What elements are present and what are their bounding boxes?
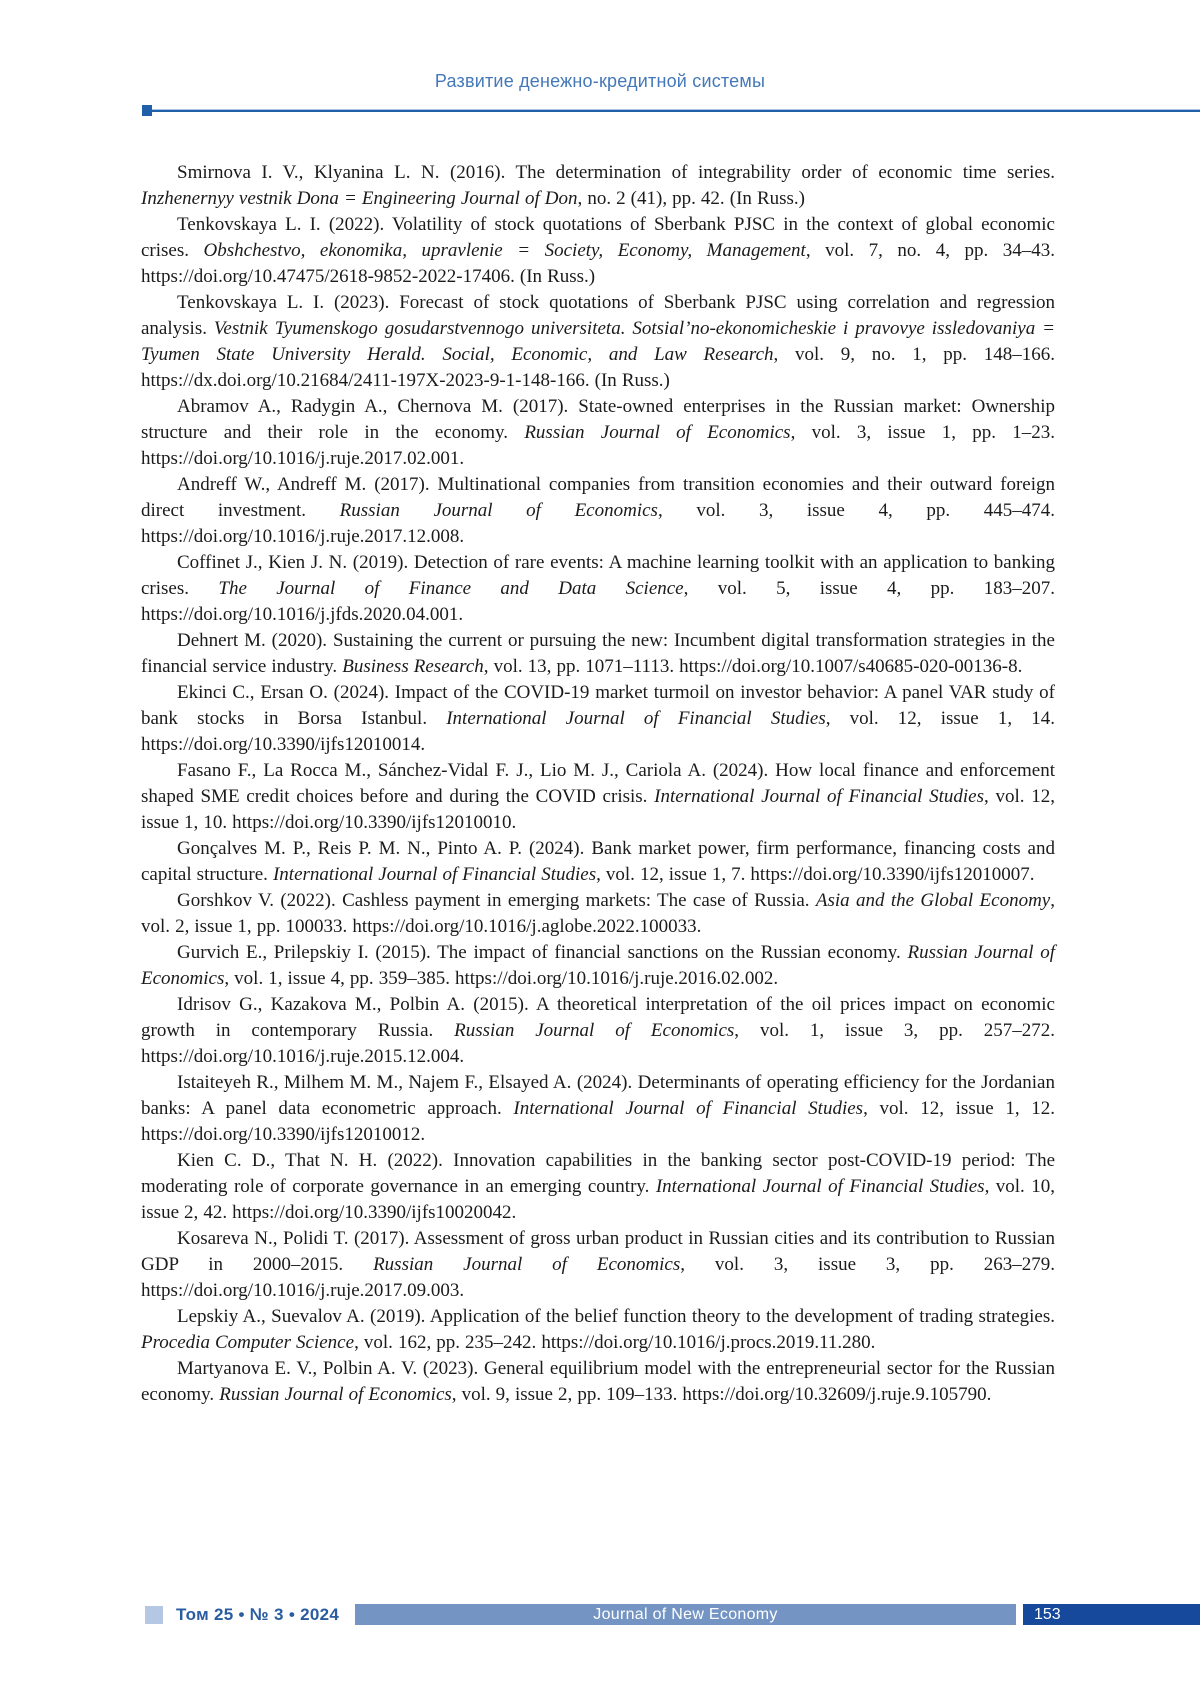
reference-entry: [141, 1304, 1055, 1356]
reference-text-segment: Smirnova I. V., Klyanina L. N. (2016). The determination of integrability order of economic time series.: [177, 162, 1055, 183]
header-rule-square-icon: [142, 105, 152, 116]
reference-entry: [141, 550, 1055, 628]
reference-text-segment: Gonçalves M. P., Reis P. M. N., Pinto A. P. (2024). Bank market power, firm performance, financing costs and capital structure.: [141, 838, 1055, 885]
reference-entry: [141, 992, 1055, 1070]
reference-text-segment: Idrisov G., Kazakova M., Polbin A. (2015). A theoretical interpretation of the oil prices impact on economic growth in contemporary Russia.: [141, 994, 1055, 1041]
reference-text-segment: Fasano F., La Rocca M., Sánchez-Vidal F. J., Lio M. J., Cariola A. (2024). How local finance and enforcement shaped SME credit choices before and during the COVID crisis.: [141, 760, 1055, 807]
reference-entry: [141, 290, 1055, 394]
reference-text-segment: , no. 2 (41), pp. 42. (In Russ.): [577, 188, 805, 209]
reference-text-segment: Istaiteyeh R., Milhem M. M., Najem F., Elsayed A. (2024). Determinants of operating efficiency for the Jordanian banks: A panel data econometric approach.: [141, 1072, 1055, 1119]
reference-text-segment: , vol. 2, issue 1, pp. 100033. https://doi.org/10.1016/j.aglobe.2022.100033.: [141, 890, 1055, 937]
reference-journal-title: The Journal of Finance and Data Science: [218, 578, 684, 599]
reference-entry: [141, 758, 1055, 836]
reference-entry: [141, 1226, 1055, 1304]
footer-square-icon: [145, 1606, 163, 1624]
reference-text-segment: , vol. 12, issue 1, 7. https://doi.org/10.3390/ijfs12010007.: [596, 864, 1035, 885]
reference-text-segment: , vol. 162, pp. 235–242. https://doi.org/10.1016/j.procs.2019.11.280.: [354, 1332, 876, 1353]
reference-entry: [141, 836, 1055, 888]
reference-entry: [141, 472, 1055, 550]
reference-journal-title: Procedia Computer Science: [141, 1332, 355, 1353]
reference-text-segment: , vol. 3, issue 1, pp. 1–23. https://doi.org/10.1016/j.ruje.2017.02.001.: [141, 422, 1055, 469]
running-title: Развитие денежно-кредитной системы: [434, 71, 766, 91]
reference-text-segment: , vol. 13, pp. 1071–1113. https://doi.org/10.1007/s40685-020-00136-8.: [483, 656, 1023, 677]
reference-text-segment: Andreff W., Andreff M. (2017). Multinational companies from transition economies and their outward foreign direct investment.: [141, 474, 1055, 521]
issue-info: Том 25 • № 3 • 2024: [176, 1605, 340, 1624]
reference-journal-title: International Journal of Financial Studies: [654, 786, 984, 807]
page-number-box: [1023, 1604, 1200, 1625]
reference-text-segment: , vol. 12, issue 1, 14. https://doi.org/10.3390/ijfs12010014.: [141, 708, 1055, 755]
reference-text-segment: , vol. 1, issue 4, pp. 359–385. https://doi.org/10.1016/j.ruje.2016.02.002.: [224, 968, 779, 989]
references-list: [141, 160, 1055, 1408]
reference-text-segment: Ekinci C., Ersan O. (2024). Impact of the COVID-19 market turmoil on investor behavior: A panel VAR study of bank stocks in Borsa Istanbul.: [141, 682, 1055, 729]
reference-text-segment: , vol. 7, no. 4, pp. 34–43. https://doi.org/10.47475/2618-9852-2022-17406. (In Russ.): [141, 240, 1055, 287]
reference-entry: [141, 940, 1055, 992]
reference-text-segment: Abramov A., Radygin A., Chernova M. (2017). State-owned enterprises in the Russian market: Ownership structure and their role in the economy.: [141, 396, 1055, 443]
reference-text-segment: , vol. 1, issue 3, pp. 257–272. https://doi.org/10.1016/j.ruje.2015.12.004.: [141, 1020, 1055, 1067]
reference-entry: [141, 394, 1055, 472]
reference-text-segment: Gurvich E., Prilepskiy I. (2015). The impact of financial sanctions on the Russian economy.: [177, 942, 908, 963]
reference-text-segment: , vol. 10, issue 2, 42. https://doi.org/10.3390/ijfs10020042.: [141, 1176, 1055, 1223]
reference-text-segment: , vol. 9, no. 1, pp. 148–166. https://dx.doi.org/10.21684/2411-197X-2023-9-1-148-166. (In Russ.): [141, 344, 1055, 391]
reference-journal-title: Russian Journal of Economics: [524, 422, 791, 443]
reference-journal-title: Inzhenernyy vestnik Dona = Engineering Journal of Don: [141, 188, 578, 209]
journal-name: Journal of New Economy: [593, 1605, 778, 1623]
reference-text-segment: , vol. 9, issue 2, pp. 109–133. https://doi.org/10.32609/j.ruje.9.105790.: [451, 1384, 992, 1405]
reference-text-segment: , vol. 5, issue 4, pp. 183–207. https://doi.org/10.1016/j.jfds.2020.04.001.: [141, 578, 1055, 625]
reference-entry: [141, 888, 1055, 940]
reference-text-segment: , vol. 12, issue 1, 10. https://doi.org/10.3390/ijfs12010010.: [141, 786, 1055, 833]
reference-entry: [141, 160, 1055, 212]
reference-text-segment: Martyanova E. V., Polbin A. V. (2023). General equilibrium model with the entrepreneurial sector for the Russian economy.: [141, 1358, 1055, 1405]
reference-text-segment: Gorshkov V. (2022). Cashless payment in emerging markets: The case of Russia.: [177, 890, 816, 911]
journal-name-bar: [355, 1604, 1016, 1625]
reference-text-segment: Lepskiy A., Suevalov A. (2019). Application of the belief function theory to the development of trading strategies.: [177, 1306, 1055, 1327]
reference-journal-title: Asia and the Global Economy: [815, 890, 1051, 911]
reference-journal-title: International Journal of Financial Studies: [655, 1176, 985, 1197]
reference-journal-title: Vestnik Tyumenskogo gosudarstvennogo universiteta. Sotsial’no-ekonomicheskie i pravovye issledovaniya = Tyumen State University Herald. Social, Economic, and Law Research: [141, 318, 1055, 365]
reference-journal-title: Russian Journal of Economics: [339, 500, 658, 521]
reference-entry: [141, 212, 1055, 290]
reference-entry: [141, 1148, 1055, 1226]
reference-text-segment: Kosareva N., Polidi T. (2017). Assessment of gross urban product in Russian cities and its contribution to Russian GDP in 2000–2015.: [141, 1228, 1055, 1275]
reference-journal-title: Russian Journal of Economics: [141, 942, 1055, 989]
reference-text-segment: , vol. 3, issue 4, pp. 445–474. https://doi.org/10.1016/j.ruje.2017.12.008.: [141, 500, 1055, 547]
reference-journal-title: Obshchestvo, ekonomika, upravlenie = Society, Economy, Management: [203, 240, 806, 261]
reference-journal-title: Business Research: [342, 656, 484, 677]
reference-journal-title: Russian Journal of Economics: [219, 1384, 452, 1405]
reference-entry: [141, 1070, 1055, 1148]
reference-text-segment: Tenkovskaya L. I. (2022). Volatility of stock quotations of Sberbank PJSC in the context of global economic crises.: [141, 214, 1055, 261]
reference-text-segment: , vol. 12, issue 1, 12. https://doi.org/10.3390/ijfs12010012.: [141, 1098, 1056, 1145]
reference-journal-title: Russian Journal of Economics: [454, 1020, 735, 1041]
reference-text-segment: , vol. 3, issue 3, pp. 263–279. https://doi.org/10.1016/j.ruje.2017.09.003.: [141, 1254, 1056, 1301]
reference-text-segment: Tenkovskaya L. I. (2023). Forecast of stock quotations of Sberbank PJSC using correlation and regression analysis.: [141, 292, 1055, 339]
reference-journal-title: International Journal of Financial Studies: [272, 864, 597, 885]
header-rule: [142, 109, 1200, 112]
reference-text-segment: Coffinet J., Kien J. N. (2019). Detection of rare events: A machine learning toolkit with an application to banking crises.: [141, 552, 1055, 599]
page-number: 153: [1034, 1605, 1061, 1623]
reference-entry: [141, 628, 1055, 680]
reference-text-segment: Dehnert M. (2020). Sustaining the current or pursuing the new: Incumbent digital transformation strategies in the financial service industry.: [141, 630, 1055, 677]
reference-entry: [141, 680, 1055, 758]
reference-journal-title: International Journal of Financial Studies: [513, 1098, 864, 1119]
reference-journal-title: International Journal of Financial Studies: [446, 708, 826, 729]
reference-entry: [141, 1356, 1055, 1408]
reference-journal-title: Russian Journal of Economics: [373, 1254, 681, 1275]
reference-text-segment: Kien C. D., That N. H. (2022). Innovation capabilities in the banking sector post-COVID-19 period: The moderating role of corporate governance in an emerging country.: [141, 1150, 1055, 1197]
